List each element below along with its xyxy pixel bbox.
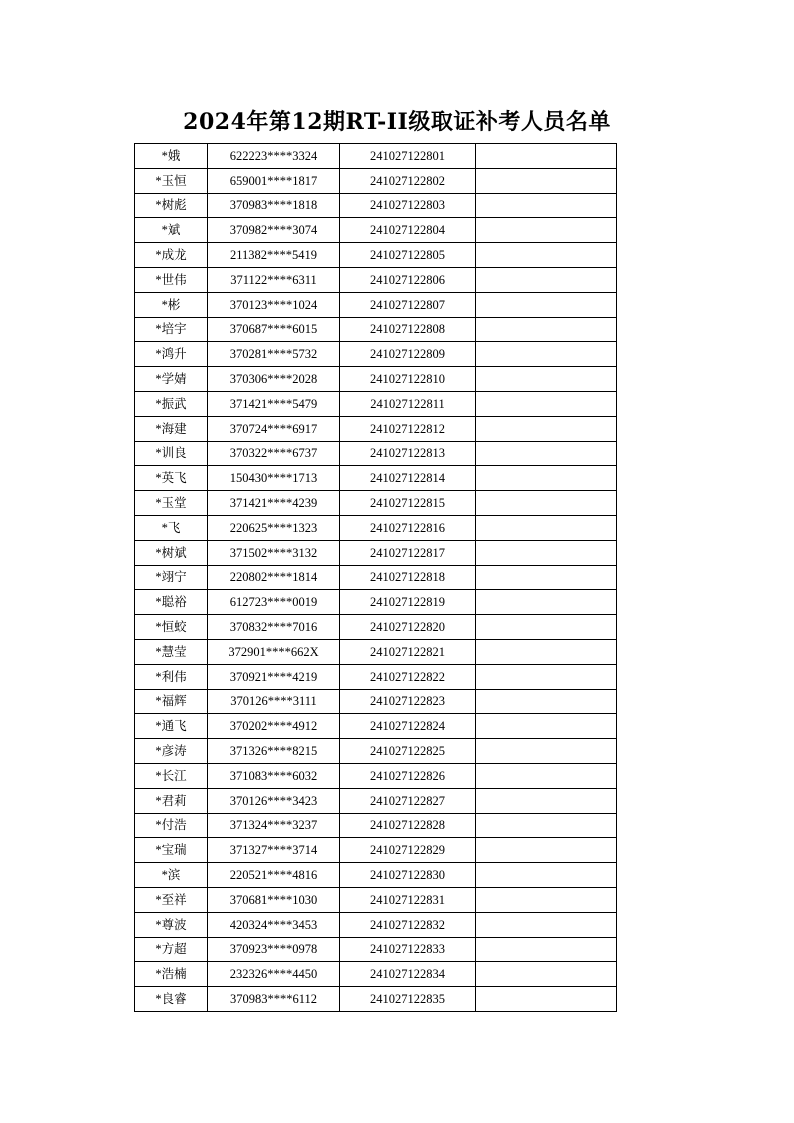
candidate-name-cell: *尊波 [135,912,208,937]
ticket-number-cell: 241027122813 [340,441,476,466]
id-number-cell: 370306****2028 [208,367,340,392]
candidate-name-cell: *娥 [135,144,208,169]
id-number-cell: 371083****6032 [208,763,340,788]
id-number-cell: 370923****0978 [208,937,340,962]
remarks-cell [476,739,617,764]
table-row [135,639,617,664]
ticket-number-cell: 241027122826 [340,763,476,788]
ticket-number-cell: 241027122804 [340,218,476,243]
table-row [135,168,617,193]
candidate-name-cell: *浩楠 [135,962,208,987]
id-number-cell: 211382****5419 [208,243,340,268]
candidate-name-cell: *至祥 [135,887,208,912]
ticket-number-cell: 241027122835 [340,987,476,1012]
remarks-cell [476,144,617,169]
id-number-cell: 371326****8215 [208,739,340,764]
ticket-number-cell: 241027122822 [340,664,476,689]
ticket-number-cell: 241027122817 [340,540,476,565]
id-number-cell: 371327****3714 [208,838,340,863]
candidate-name-cell: *飞 [135,515,208,540]
remarks-cell [476,193,617,218]
candidate-name-cell: *长江 [135,763,208,788]
ticket-number-cell: 241027122805 [340,243,476,268]
candidate-name-cell: *福辉 [135,689,208,714]
table-row [135,664,617,689]
remarks-cell [476,466,617,491]
table-row [135,491,617,516]
candidate-name-cell: *世伟 [135,267,208,292]
id-number-cell: 220802****1814 [208,565,340,590]
ticket-number-cell: 241027122825 [340,739,476,764]
id-number-cell: 612723****0019 [208,590,340,615]
candidate-name-cell: *滨 [135,863,208,888]
remarks-cell [476,441,617,466]
remarks-cell [476,615,617,640]
ticket-number-cell: 241027122818 [340,565,476,590]
id-number-cell: 371421****5479 [208,391,340,416]
id-number-cell: 370983****1818 [208,193,340,218]
candidate-name-cell: *方超 [135,937,208,962]
table-row [135,912,617,937]
table-row [135,416,617,441]
table-row [135,515,617,540]
remarks-cell [476,887,617,912]
ticket-number-cell: 241027122832 [340,912,476,937]
table-row [135,292,617,317]
id-number-cell: 420324****3453 [208,912,340,937]
remarks-cell [476,317,617,342]
page-title: 2024年第12期RT-II级取证补考人员名单 [183,109,611,135]
remarks-cell [476,590,617,615]
remarks-cell [476,243,617,268]
id-number-cell: 371502****3132 [208,540,340,565]
ticket-number-cell: 241027122801 [340,144,476,169]
table-row [135,763,617,788]
remarks-cell [476,565,617,590]
ticket-number-cell: 241027122808 [340,317,476,342]
ticket-number-cell: 241027122816 [340,515,476,540]
ticket-number-cell: 241027122831 [340,887,476,912]
id-number-cell: 370681****1030 [208,887,340,912]
ticket-number-cell: 241027122830 [340,863,476,888]
ticket-number-cell: 241027122833 [340,937,476,962]
candidate-name-cell: *英飞 [135,466,208,491]
candidate-name-cell: *树斌 [135,540,208,565]
ticket-number-cell: 241027122812 [340,416,476,441]
candidate-name-cell: *君莉 [135,788,208,813]
remarks-cell [476,788,617,813]
candidate-name-cell: *鸿升 [135,342,208,367]
candidate-name-cell: *培宇 [135,317,208,342]
ticket-number-cell: 241027122815 [340,491,476,516]
ticket-number-cell: 241027122819 [340,590,476,615]
remarks-cell [476,813,617,838]
id-number-cell: 659001****1817 [208,168,340,193]
candidate-name-cell: *通飞 [135,714,208,739]
table-row [135,838,617,863]
id-number-cell: 370126****3111 [208,689,340,714]
remarks-cell [476,540,617,565]
table-row [135,863,617,888]
table-row [135,739,617,764]
id-number-cell: 370202****4912 [208,714,340,739]
id-number-cell: 370724****6917 [208,416,340,441]
ticket-number-cell: 241027122803 [340,193,476,218]
candidate-name-cell: *宝瑞 [135,838,208,863]
id-number-cell: 371122****6311 [208,267,340,292]
remarks-cell [476,937,617,962]
table-row [135,788,617,813]
remarks-cell [476,267,617,292]
table-row [135,937,617,962]
table-row [135,565,617,590]
remarks-cell [476,218,617,243]
table-row [135,317,617,342]
remarks-cell [476,416,617,441]
candidate-name-cell: *树彪 [135,193,208,218]
id-number-cell: 371324****3237 [208,813,340,838]
table-row [135,218,617,243]
ticket-number-cell: 241027122809 [340,342,476,367]
ticket-number-cell: 241027122827 [340,788,476,813]
id-number-cell: 370983****6112 [208,987,340,1012]
remarks-cell [476,763,617,788]
table-row [135,267,617,292]
remarks-cell [476,689,617,714]
table-row [135,466,617,491]
remarks-cell [476,838,617,863]
id-number-cell: 220625****1323 [208,515,340,540]
remarks-cell [476,342,617,367]
remarks-cell [476,491,617,516]
remarks-cell [476,987,617,1012]
candidate-name-cell: *玉堂 [135,491,208,516]
table-row [135,590,617,615]
candidate-name-cell: *利伟 [135,664,208,689]
id-number-cell: 371421****4239 [208,491,340,516]
remarks-cell [476,292,617,317]
candidate-name-cell: *翊宁 [135,565,208,590]
remarks-cell [476,391,617,416]
ticket-number-cell: 241027122828 [340,813,476,838]
table-row [135,887,617,912]
ticket-number-cell: 241027122820 [340,615,476,640]
candidate-name-cell: *训良 [135,441,208,466]
remarks-cell [476,863,617,888]
ticket-number-cell: 241027122821 [340,639,476,664]
table-row [135,342,617,367]
candidate-name-cell: *慧莹 [135,639,208,664]
candidate-name-cell: *聪裕 [135,590,208,615]
table-row [135,987,617,1012]
id-number-cell: 622223****3324 [208,144,340,169]
id-number-cell: 370281****5732 [208,342,340,367]
id-number-cell: 220521****4816 [208,863,340,888]
candidate-table-body [135,144,617,1012]
id-number-cell: 150430****1713 [208,466,340,491]
ticket-number-cell: 241027122807 [340,292,476,317]
candidate-name-cell: *良睿 [135,987,208,1012]
ticket-number-cell: 241027122810 [340,367,476,392]
table-row [135,144,617,169]
id-number-cell: 370123****1024 [208,292,340,317]
remarks-cell [476,639,617,664]
candidate-name-cell: *彦涛 [135,739,208,764]
ticket-number-cell: 241027122834 [340,962,476,987]
id-number-cell: 370687****6015 [208,317,340,342]
table-row [135,714,617,739]
table-row [135,540,617,565]
table-row [135,962,617,987]
table-row [135,689,617,714]
ticket-number-cell: 241027122824 [340,714,476,739]
ticket-number-cell: 241027122802 [340,168,476,193]
candidate-name-cell: *学婧 [135,367,208,392]
ticket-number-cell: 241027122806 [340,267,476,292]
remarks-cell [476,367,617,392]
remarks-cell [476,714,617,739]
id-number-cell: 370126****3423 [208,788,340,813]
ticket-number-cell: 241027122811 [340,391,476,416]
remarks-cell [476,912,617,937]
id-number-cell: 370921****4219 [208,664,340,689]
table-row [135,367,617,392]
candidate-name-cell: *成龙 [135,243,208,268]
candidate-name-cell: *玉恒 [135,168,208,193]
candidate-name-cell: *彬 [135,292,208,317]
table-row [135,193,617,218]
candidate-name-cell: *海建 [135,416,208,441]
remarks-cell [476,664,617,689]
ticket-number-cell: 241027122823 [340,689,476,714]
remarks-cell [476,168,617,193]
ticket-number-cell: 241027122829 [340,838,476,863]
candidate-name-cell: *振武 [135,391,208,416]
ticket-number-cell: 241027122814 [340,466,476,491]
id-number-cell: 370322****6737 [208,441,340,466]
remarks-cell [476,962,617,987]
candidate-table [134,143,617,1012]
candidate-name-cell: *付浩 [135,813,208,838]
table-row [135,813,617,838]
table-row [135,391,617,416]
table-row [135,243,617,268]
id-number-cell: 370982****3074 [208,218,340,243]
candidate-name-cell: *恒蛟 [135,615,208,640]
id-number-cell: 372901****662X [208,639,340,664]
id-number-cell: 232326****4450 [208,962,340,987]
id-number-cell: 370832****7016 [208,615,340,640]
table-row [135,441,617,466]
candidate-name-cell: *斌 [135,218,208,243]
remarks-cell [476,515,617,540]
table-row [135,615,617,640]
